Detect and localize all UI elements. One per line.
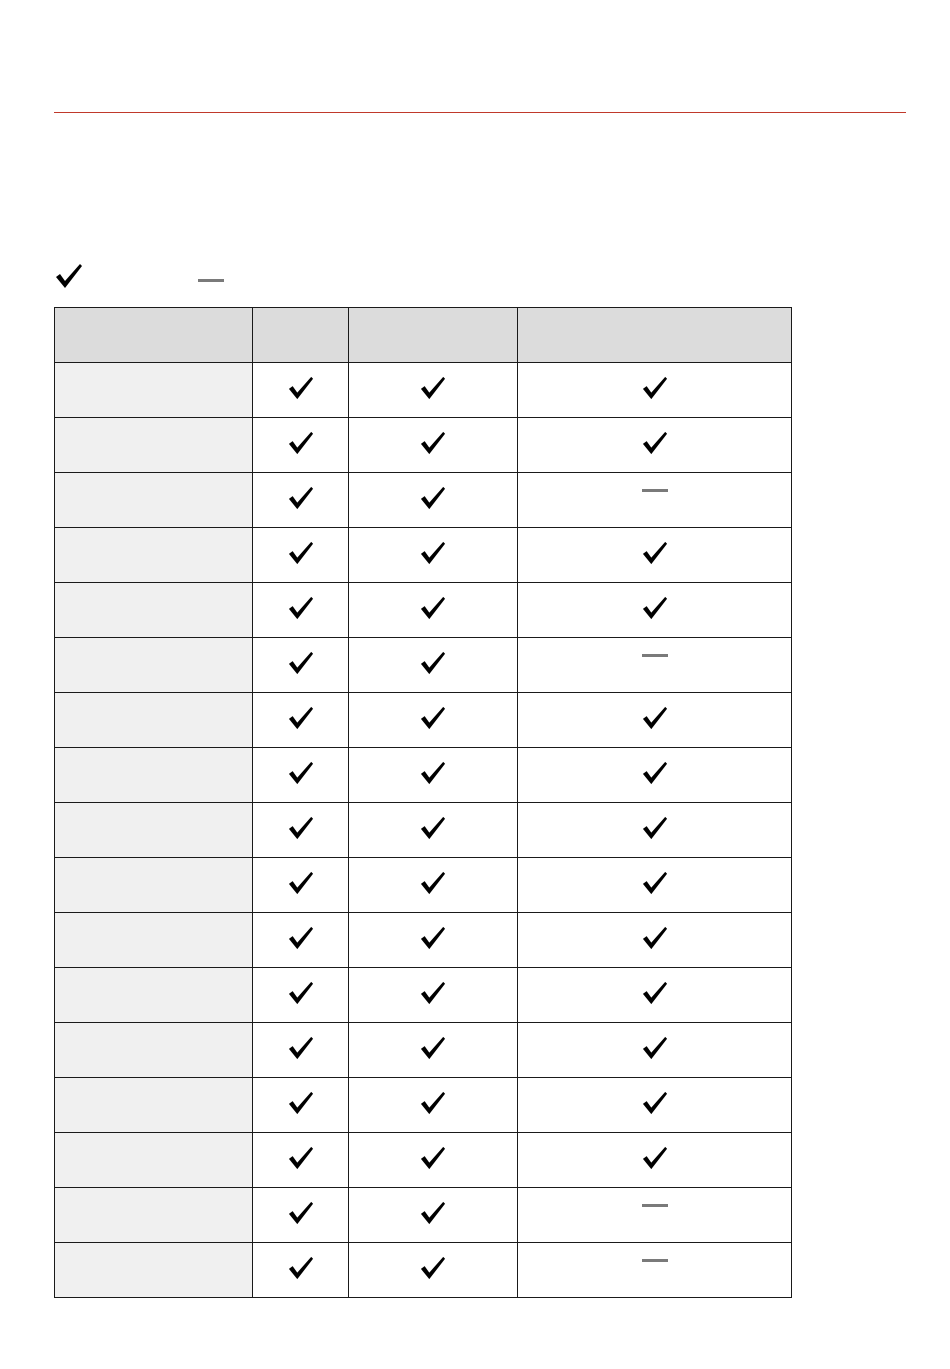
table-body bbox=[55, 363, 792, 1298]
row-label bbox=[55, 968, 253, 1023]
row-label bbox=[55, 858, 253, 913]
check-icon bbox=[287, 430, 315, 456]
support-cell bbox=[253, 1243, 349, 1298]
check-icon bbox=[287, 1090, 315, 1116]
table-row bbox=[55, 418, 792, 473]
support-cell bbox=[518, 1243, 792, 1298]
check-icon bbox=[287, 1200, 315, 1226]
row-label bbox=[55, 1243, 253, 1298]
table-row bbox=[55, 528, 792, 583]
support-cell bbox=[518, 1078, 792, 1133]
support-cell bbox=[253, 1023, 349, 1078]
table-row bbox=[55, 968, 792, 1023]
row-label bbox=[55, 638, 253, 693]
check-icon bbox=[641, 1145, 669, 1171]
support-cell bbox=[349, 363, 518, 418]
support-cell bbox=[253, 803, 349, 858]
row-label bbox=[55, 418, 253, 473]
check-icon bbox=[419, 430, 447, 456]
support-cell bbox=[349, 803, 518, 858]
check-icon bbox=[287, 1035, 315, 1061]
check-icon bbox=[419, 650, 447, 676]
check-icon bbox=[287, 1255, 315, 1281]
check-icon bbox=[419, 485, 447, 511]
support-cell bbox=[349, 1188, 518, 1243]
support-cell bbox=[349, 583, 518, 638]
support-cell bbox=[349, 638, 518, 693]
check-icon bbox=[641, 870, 669, 896]
table-row bbox=[55, 748, 792, 803]
check-icon bbox=[287, 760, 315, 786]
table-row bbox=[55, 693, 792, 748]
header-cell bbox=[253, 308, 349, 363]
table-row bbox=[55, 1078, 792, 1133]
header-cell bbox=[349, 308, 518, 363]
check-icon bbox=[287, 870, 315, 896]
check-icon bbox=[419, 375, 447, 401]
table-row bbox=[55, 638, 792, 693]
dash-icon bbox=[198, 271, 224, 277]
support-cell bbox=[253, 638, 349, 693]
support-cell bbox=[518, 913, 792, 968]
row-label bbox=[55, 528, 253, 583]
header-cell bbox=[518, 308, 792, 363]
table-row bbox=[55, 583, 792, 638]
table-row bbox=[55, 1133, 792, 1188]
check-icon bbox=[641, 705, 669, 731]
check-icon bbox=[419, 595, 447, 621]
table-row bbox=[55, 1243, 792, 1298]
support-cell bbox=[253, 583, 349, 638]
support-cell bbox=[518, 748, 792, 803]
check-icon bbox=[287, 705, 315, 731]
check-icon bbox=[641, 1090, 669, 1116]
support-cell bbox=[349, 1078, 518, 1133]
dash-icon bbox=[642, 488, 668, 494]
table-row bbox=[55, 363, 792, 418]
support-cell bbox=[518, 583, 792, 638]
support-cell bbox=[253, 913, 349, 968]
check-icon bbox=[287, 1145, 315, 1171]
check-icon bbox=[641, 760, 669, 786]
support-cell bbox=[349, 693, 518, 748]
dash-icon bbox=[642, 1258, 668, 1264]
check-icon bbox=[641, 540, 669, 566]
table-row bbox=[55, 1023, 792, 1078]
table-row bbox=[55, 858, 792, 913]
support-cell bbox=[349, 913, 518, 968]
check-icon bbox=[641, 595, 669, 621]
table-row bbox=[55, 913, 792, 968]
check-icon bbox=[287, 980, 315, 1006]
table-row bbox=[55, 473, 792, 528]
support-cell bbox=[253, 363, 349, 418]
support-cell bbox=[253, 528, 349, 583]
row-label bbox=[55, 1133, 253, 1188]
check-icon bbox=[419, 540, 447, 566]
support-cell bbox=[349, 1243, 518, 1298]
support-cell bbox=[518, 1023, 792, 1078]
check-icon bbox=[419, 1145, 447, 1171]
support-cell bbox=[518, 1133, 792, 1188]
header-cell bbox=[55, 308, 253, 363]
check-icon bbox=[641, 375, 669, 401]
support-cell bbox=[518, 638, 792, 693]
check-icon bbox=[419, 870, 447, 896]
support-cell bbox=[253, 748, 349, 803]
table-header-row bbox=[55, 308, 792, 363]
support-cell bbox=[349, 473, 518, 528]
check-icon bbox=[287, 650, 315, 676]
support-cell bbox=[518, 1188, 792, 1243]
support-cell bbox=[253, 858, 349, 913]
check-icon bbox=[287, 375, 315, 401]
check-icon bbox=[641, 1035, 669, 1061]
row-label bbox=[55, 913, 253, 968]
support-cell bbox=[349, 1133, 518, 1188]
check-icon bbox=[641, 815, 669, 841]
row-label bbox=[55, 363, 253, 418]
support-cell bbox=[253, 1133, 349, 1188]
check-icon bbox=[419, 1090, 447, 1116]
check-icon bbox=[641, 430, 669, 456]
row-label bbox=[55, 473, 253, 528]
support-cell bbox=[253, 1078, 349, 1133]
row-label bbox=[55, 583, 253, 638]
check-icon bbox=[54, 262, 84, 290]
check-icon bbox=[287, 595, 315, 621]
support-cell bbox=[518, 803, 792, 858]
check-icon bbox=[287, 815, 315, 841]
support-cell bbox=[349, 418, 518, 473]
check-icon bbox=[419, 925, 447, 951]
support-cell bbox=[349, 1023, 518, 1078]
row-label bbox=[55, 748, 253, 803]
support-cell bbox=[253, 473, 349, 528]
check-icon bbox=[419, 1255, 447, 1281]
check-icon bbox=[419, 705, 447, 731]
feature-matrix-table bbox=[54, 307, 792, 1298]
support-cell bbox=[349, 858, 518, 913]
support-cell bbox=[253, 1188, 349, 1243]
dash-icon bbox=[642, 653, 668, 659]
check-icon bbox=[419, 815, 447, 841]
check-icon bbox=[287, 540, 315, 566]
check-icon bbox=[287, 485, 315, 511]
check-icon bbox=[419, 1200, 447, 1226]
support-cell bbox=[518, 693, 792, 748]
support-cell bbox=[518, 968, 792, 1023]
legend bbox=[54, 262, 254, 292]
table-row bbox=[55, 803, 792, 858]
check-icon bbox=[641, 925, 669, 951]
check-icon bbox=[419, 980, 447, 1006]
support-cell bbox=[349, 968, 518, 1023]
support-cell bbox=[253, 418, 349, 473]
table-row bbox=[55, 1188, 792, 1243]
check-icon bbox=[641, 980, 669, 1006]
row-label bbox=[55, 1023, 253, 1078]
check-icon bbox=[419, 1035, 447, 1061]
support-cell bbox=[253, 968, 349, 1023]
support-cell bbox=[518, 528, 792, 583]
row-label bbox=[55, 1188, 253, 1243]
row-label bbox=[55, 1078, 253, 1133]
support-cell bbox=[518, 363, 792, 418]
row-label bbox=[55, 693, 253, 748]
row-label bbox=[55, 803, 253, 858]
support-cell bbox=[518, 418, 792, 473]
check-icon bbox=[419, 760, 447, 786]
support-cell bbox=[349, 748, 518, 803]
check-icon bbox=[287, 925, 315, 951]
support-cell bbox=[349, 528, 518, 583]
section-divider bbox=[54, 112, 906, 113]
dash-icon bbox=[642, 1203, 668, 1209]
support-cell bbox=[518, 473, 792, 528]
support-cell bbox=[253, 693, 349, 748]
support-cell bbox=[518, 858, 792, 913]
